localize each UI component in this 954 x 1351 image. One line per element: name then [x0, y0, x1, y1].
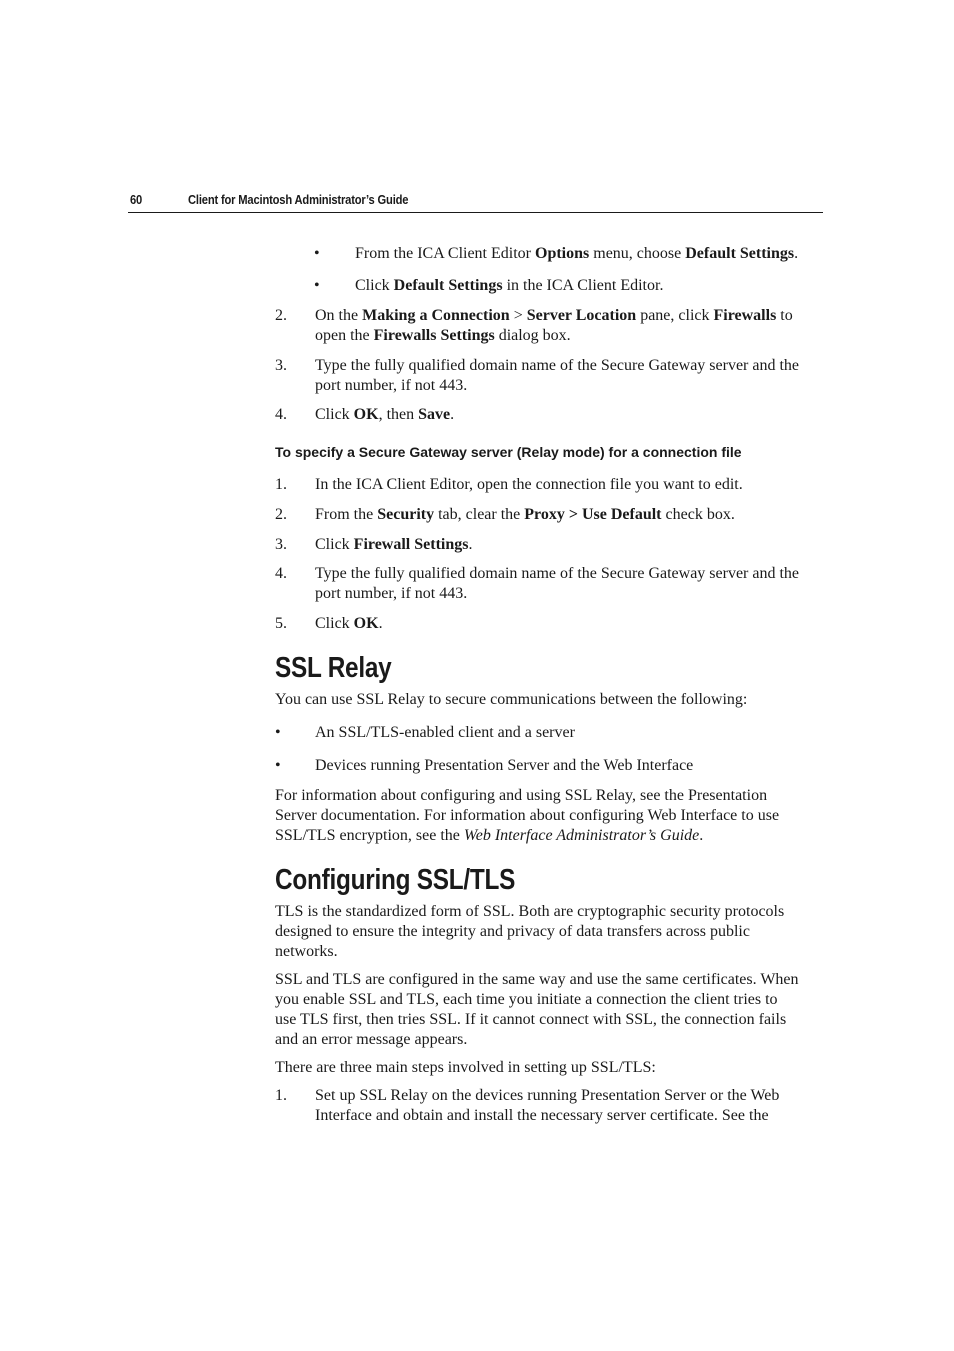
bullet-marker: • — [275, 757, 281, 774]
running-title: Client for Macintosh Administrator’s Guide — [188, 192, 409, 207]
section-heading-configuring-ssl-tls: Configuring SSL/TLS — [275, 864, 516, 896]
step-number: 5. — [275, 615, 287, 632]
ui-term: Default Settings — [393, 277, 503, 294]
list-item-continuation: port number, if not 443. — [315, 585, 468, 602]
list-item: Click OK. — [315, 615, 383, 632]
procedure-heading: To specify a Secure Gateway server (Relay mode) for a connection file — [275, 444, 742, 460]
list-item: Type the fully qualified domain name of the Secure Gateway server and the — [315, 357, 800, 374]
list-item: Set up SSL Relay on the devices running Presentation Server or the Web — [315, 1087, 780, 1104]
step-number: 3. — [275, 536, 287, 553]
paragraph-line: networks. — [275, 943, 338, 960]
paragraph-line: Server documentation. For information about configuring Web Interface to use — [275, 807, 780, 824]
paragraph: There are three main steps involved in setting up SSL/TLS: — [275, 1059, 656, 1076]
paragraph-line: and an error message appears. — [275, 1031, 468, 1048]
list-item: In the ICA Client Editor, open the connection file you want to edit. — [315, 476, 743, 493]
step-number: 1. — [275, 476, 287, 493]
step-number: 3. — [275, 357, 287, 374]
list-item: An SSL/TLS-enabled client and a server — [315, 724, 575, 741]
paragraph-line: you enable SSL and TLS, each time you initiate a connection the client tries to — [275, 991, 778, 1008]
list-item-continuation: port number, if not 443. — [315, 377, 468, 394]
list-item: From the Security tab, clear the Proxy > Use Default check box. — [315, 506, 735, 523]
paragraph-line: For information about configuring and using SSL Relay, see the Presentation — [275, 787, 768, 804]
list-item: Click OK, then Save. — [315, 406, 455, 423]
bullet-marker: • — [314, 277, 320, 294]
step-number: 4. — [275, 565, 287, 582]
menu-name: Options — [535, 245, 590, 262]
paragraph-line: designed to ensure the integrity and privacy of data transfers across public — [275, 923, 750, 940]
list-item-continuation: open the Firewalls Settings dialog box. — [315, 327, 571, 344]
list-item: From the ICA Client Editor Options menu, choose Default Settings. — [355, 245, 799, 262]
list-item: On the Making a Connection > Server Location pane, click Firewalls to — [315, 307, 793, 324]
list-item: Click Firewall Settings. — [315, 536, 473, 553]
page-number: 60 — [130, 192, 143, 207]
list-item: Click Default Settings in the ICA Client Editor. — [355, 277, 664, 294]
paragraph-line: use TLS first, then tries SSL. If it cannot connect with SSL, the connection fails — [275, 1011, 787, 1028]
step-number: 4. — [275, 406, 287, 423]
bullet-marker: • — [275, 724, 281, 741]
menu-item-name: Default Settings — [685, 245, 795, 262]
paragraph: You can use SSL Relay to secure communications between the following: — [275, 691, 748, 708]
header-rule — [128, 212, 823, 213]
book-title: Web Interface Administrator’s Guide — [463, 827, 700, 844]
paragraph-line: SSL and TLS are configured in the same way and use the same certificates. When — [275, 971, 799, 988]
list-item: Type the fully qualified domain name of the Secure Gateway server and the — [315, 565, 800, 582]
step-number: 2. — [275, 506, 287, 523]
list-item-continuation: Interface and obtain and install the necessary server certificate. See the — [315, 1107, 769, 1124]
step-number: 2. — [275, 307, 287, 324]
section-heading-ssl-relay: SSL Relay — [275, 652, 392, 684]
bullet-marker: • — [314, 245, 320, 262]
step-number: 1. — [275, 1087, 287, 1104]
paragraph-line: TLS is the standardized form of SSL. Both are cryptographic security protocols — [275, 903, 785, 920]
list-item: Devices running Presentation Server and the Web Interface — [315, 757, 694, 774]
paragraph-line: SSL/TLS encryption, see the Web Interface Administrator’s Guide. — [275, 827, 704, 844]
